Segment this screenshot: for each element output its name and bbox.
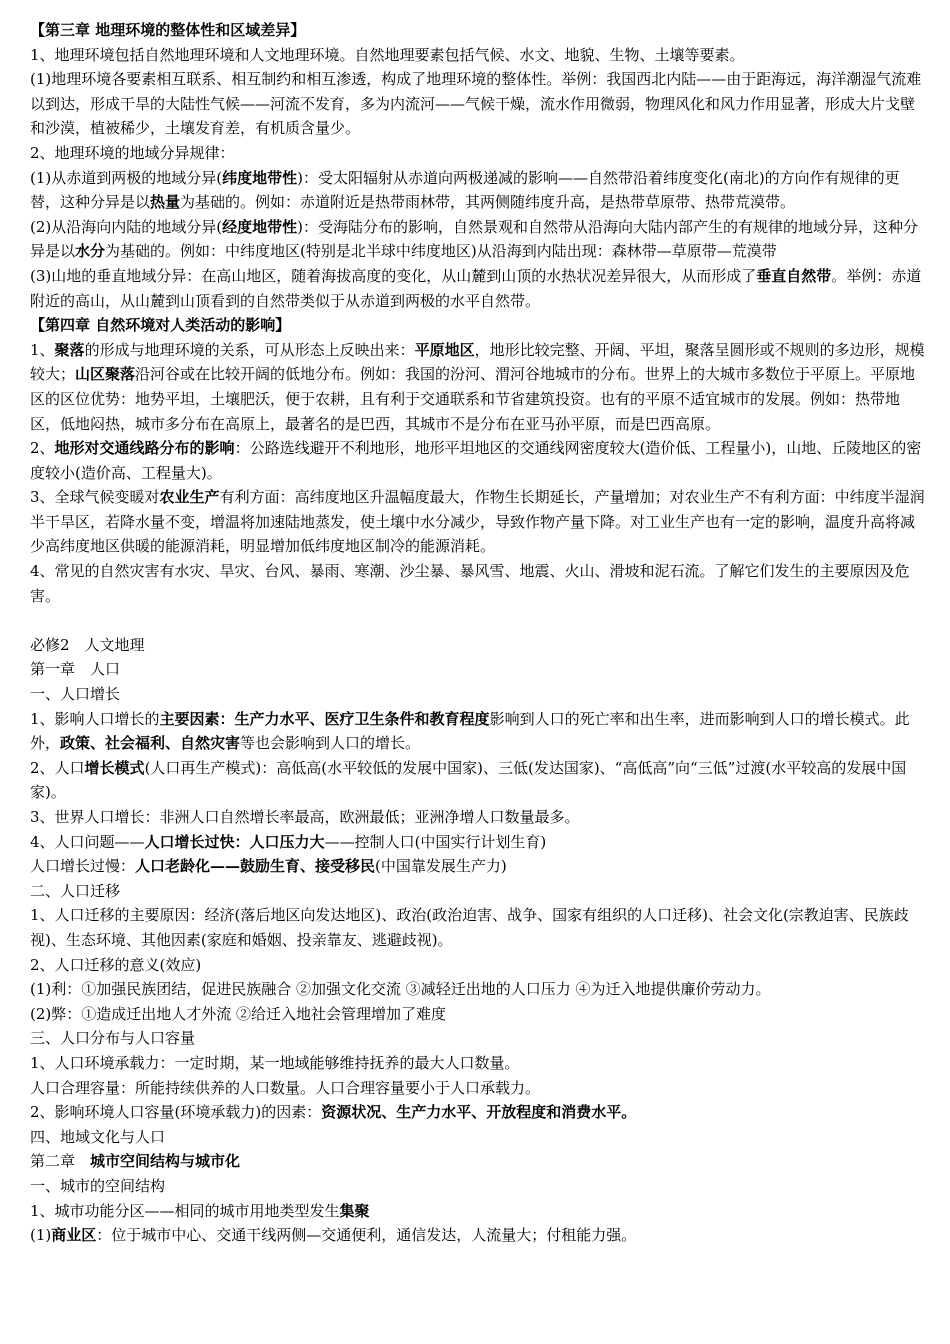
bold-text-run: 人口增长过快：人口压力大 (144, 832, 325, 851)
paragraph (30, 264, 926, 313)
bold-text-run: 商业区 (51, 1226, 97, 1245)
paragraph (30, 756, 926, 805)
paragraph (30, 633, 926, 658)
paragraph (30, 879, 926, 904)
paragraph (30, 1223, 926, 1248)
text-run: )：受海陆分布的影响，自然景观和自然带从沿海向大陆内部产生的有规律的地域分异，这种分异是以 (30, 217, 918, 261)
blank-line (30, 608, 926, 633)
text-run: 第二章 (30, 1152, 91, 1171)
paragraph (30, 141, 926, 166)
bold-text-run: 集聚 (339, 1201, 370, 1220)
text-run: 1、 (30, 340, 55, 359)
paragraph (30, 1125, 926, 1150)
paragraph (30, 1174, 926, 1199)
text-run: 人口增长过慢： (30, 857, 136, 876)
bold-text-run: 聚落 (54, 340, 85, 359)
text-run: 影响到人口的死亡率和出生率，进而影响到人口的增长模式。此外， (30, 709, 910, 753)
paragraph (30, 682, 926, 707)
text-run: 三、人口分布与人口容量 (30, 1029, 196, 1048)
text-run: (2)弊：①造成迁出地人才外流 ②给迁入地社会管理增加了难度 (30, 1004, 447, 1023)
text-run: (中国靠发展生产力) (375, 857, 507, 876)
bold-text-run: 【第四章 自然环境对人类活动的影响】 (30, 316, 291, 335)
paragraph (30, 977, 926, 1002)
text-run: ：公路选线避开不利地形，地形平坦地区的交通线网密度较大(造价低、工程量小)，山地、丘陵地区的密度较小(造价高、工程量大)。 (30, 439, 922, 482)
text-run: (1)地理环境各要素相互联系、相互制约和相互渗透，构成了地理环境的整体性。举例：我国西北内陆——由于距海远，海洋潮湿气流难以到达，形成干旱的大陆性气候——河流不发育，多为内流河——气候干燥，流水作用微弱，物理风化和风力作用显著，形成大片戈壁和沙漠，植被稀少，土壤发育差，有机质含量少。 (30, 70, 922, 138)
text-run: 2、影响环境人口容量(环境承载力)的因素： (30, 1103, 322, 1122)
text-run: 第一章 人口 (30, 660, 121, 679)
bold-text-run: 平原地区 (414, 340, 475, 359)
text-run: 沿河谷或在比较开阔的低地分布。例如：我国的汾河、渭河谷地城市的分布。世界上的大城市多数位于平原上。平原地区的区位优势：地势平坦，土壤肥沃，便于农耕，且有利于交通联系和节省建筑投资。也有的平原不适宜城市的发展。例如：热带地区，低地闷热，城市多分布在高原上，最著名的是巴西，其城市不是分布在亚马孙平原，而是巴西高原。 (30, 365, 916, 433)
bold-text-run: 山区聚落 (75, 365, 136, 384)
text-run: 等也会影响到人口的增长。 (240, 734, 421, 753)
text-run: 为基础的。例如：赤道附近是热带雨林带，其两侧随纬度升高，是热带草原带、热带荒漠带。 (180, 193, 796, 212)
paragraph (30, 657, 926, 682)
text-run: 。举例：赤道附近的高山，从山麓到山顶看到的自然带类似于从赤道到两极的水平自然带。 (30, 266, 922, 310)
text-run: 1、人口环境承载力：一定时期，某一地域能够维持抚养的最大人口数量。 (30, 1053, 520, 1072)
text-run: 2、 (30, 439, 55, 458)
text-run: 必修2 人文地理 (30, 635, 145, 654)
text-run: 的形成与地理环境的关系，可从形态上反映出来： (84, 340, 415, 359)
bold-text-run: 主要因素：生产力水平、医疗卫生条件和教育程度 (159, 709, 490, 728)
bold-text-run: 人口老龄化——鼓励生育、接受移民 (135, 857, 376, 876)
paragraph (30, 215, 926, 264)
bold-text-run: 政策、社会福利、自然灾害 (60, 734, 241, 753)
text-run: 3、世界人口增长：非洲人口自然增长率最高，欧洲最低；亚洲净增人口数量最多。 (30, 808, 580, 826)
text-run: (3)山地的垂直地域分异：在高山地区，随着海拔高度的变化，从山麓到山顶的水热状况差异很大，从而形成了 (30, 266, 757, 285)
text-run: (人口再生产模式)：高低高(水平较低的发展中国家)、三低(发达国家)、“高低高”向“三低”过渡(水平较高的发展中国家)。 (30, 758, 907, 802)
paragraph (30, 1149, 926, 1174)
text-run: 人口合理容量：所能持续供养的人口数量。人口合理容量要小于人口承载力。 (30, 1078, 541, 1097)
text-run: (1)从赤道到两极的地域分异( (30, 168, 223, 187)
text-run: 为基础的。例如：中纬度地区(特别是北半球中纬度地区)从沿海到内陆出现：森林带—草原带—荒漠带 (105, 242, 777, 261)
paragraph (30, 903, 926, 952)
text-run: 1、地理环境包括自然地理环境和人文地理环境。自然地理要素包括气候、水文、地貌、生物、土壤等要素。 (30, 45, 745, 64)
text-run: ，地形比较完整、开阔、平坦，聚落呈圆形或不规则的多边形，规模较大； (30, 340, 925, 384)
paragraph (30, 436, 926, 485)
paragraph (30, 166, 926, 215)
paragraph (30, 1076, 926, 1101)
bold-text-run: 地形对交通线路分布的影响 (54, 439, 235, 458)
text-run: 2、地理环境的地域分异规律： (30, 143, 235, 162)
paragraph (30, 338, 926, 436)
paragraph (30, 67, 926, 141)
text-run: ：位于城市中心、交通干线两侧—交通便利，通信发达，人流量大；付租能力强。 (96, 1226, 637, 1245)
text-run: )：受太阳辐射从赤道向两极递减的影响——自然带沿着纬度变化(南北)的方向作有规律的更替，这种分异是以 (30, 168, 900, 212)
paragraph (30, 1199, 926, 1224)
bold-text-run: 纬度地带性 (222, 168, 298, 187)
bold-text-run: 经度地带性 (222, 217, 298, 236)
text-run: 一、城市的空间结构 (30, 1176, 166, 1195)
text-run: 有利方面：高纬度地区升温幅度最大，作物生长期延长，产量增加；对农业生产不有利方面：中纬度半湿润半干旱区，若降水量不变，增温将加速陆地蒸发，使土壤中水分减少，导致作物产量下降。对工业生产也有一定的影响，温度升高将减少高纬度地区供暖的能源消耗，明显增加低纬度地区制冷的能源消耗。 (30, 488, 925, 556)
paragraph (30, 854, 926, 879)
paragraph (30, 1100, 926, 1125)
text-run: 4、人口问题—— (30, 832, 145, 851)
bold-text-run: 资源状况、生产力水平、开放程度和消费水平。 (321, 1103, 637, 1122)
text-run: 2、人口 (30, 758, 85, 777)
text-run: ——控制人口(中国实行计划生育) (324, 832, 547, 851)
bold-text-run: 农业生产 (159, 488, 220, 507)
text-run: (1) (30, 1226, 52, 1245)
text-run: 二、人口迁移 (30, 881, 121, 900)
text-run: 1、人口迁移的主要原因：经济(落后地区向发达地区)、政治(政治迫害、战争、国家有组织的人口迁移)、社会文化(宗教迫害、民族歧视)、生态环境、其他因素(家庭和婚姻、投亲靠友、逃避歧视)。 (30, 906, 909, 949)
bold-text-run: 热量 (150, 193, 181, 212)
bold-text-run: 城市空间结构与城市化 (90, 1152, 241, 1171)
paragraph (30, 953, 926, 978)
paragraph (30, 313, 926, 338)
text-run: 1、城市功能分区——相同的城市用地类型发生 (30, 1201, 340, 1220)
paragraph (30, 485, 926, 559)
text-run: 1、影响人口增长的 (30, 709, 160, 728)
paragraph (30, 1002, 926, 1027)
paragraph (30, 18, 926, 43)
paragraph (30, 1026, 926, 1051)
text-run: (1)利：①加强民族团结，促进民族融合 ②加强文化交流 ③减轻迁出地的人口压力 ④为迁入地提供廉价劳动力。 (30, 980, 771, 999)
bold-text-run: 【第三章 地理环境的整体性和区域差异】 (30, 21, 306, 39)
paragraph (30, 1051, 926, 1076)
paragraph (30, 830, 926, 855)
paragraph (30, 559, 926, 608)
bold-text-run: 增长模式 (84, 758, 145, 777)
text-run: (2)从沿海向内陆的地域分异( (30, 217, 223, 236)
text-run: 四、地域文化与人口 (30, 1127, 166, 1146)
bold-text-run: 水分 (75, 242, 106, 261)
paragraph (30, 707, 926, 756)
paragraph (30, 805, 926, 830)
paragraph (30, 43, 926, 68)
text-run: 2、人口迁移的意义(效应) (30, 955, 202, 974)
text-run: 一、人口增长 (30, 685, 121, 704)
text-run: 3、全球气候变暖对 (30, 488, 160, 507)
bold-text-run: 垂直自然带 (756, 266, 832, 285)
text-run: 4、常见的自然灾害有水灾、旱灾、台风、暴雨、寒潮、沙尘暴、暴风雪、地震、火山、滑坡和泥石流。了解它们发生的主要原因及危害。 (30, 562, 910, 605)
